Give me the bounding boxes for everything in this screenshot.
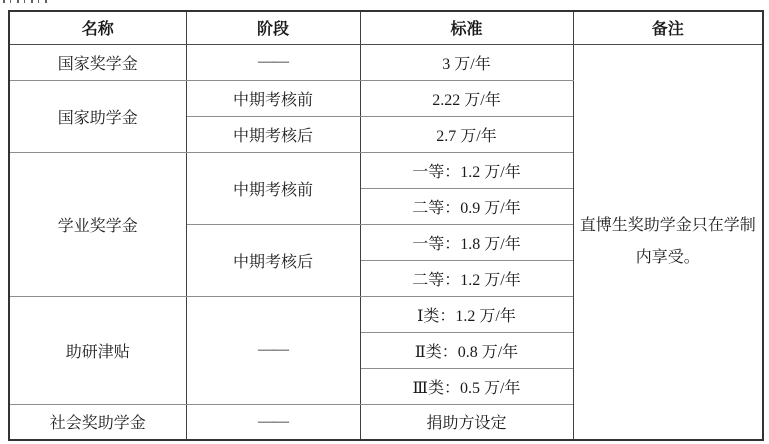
name-cell: 助研津贴 (9, 296, 186, 404)
standard-cell: 捐助方设定 (360, 404, 573, 440)
stage-cell: —— (186, 404, 360, 440)
table-row (9, 44, 763, 80)
clipped-text-fragment (3, 0, 47, 3)
remark-cell: 直博生奖助学金只在学制内享受。 (573, 44, 763, 440)
standard-cell: Ⅲ类：0.5 万/年 (360, 368, 573, 404)
col-header-standard: 标准 (360, 11, 573, 44)
standard-cell: 2.7 万/年 (360, 116, 573, 152)
col-header-remark: 备注 (573, 11, 763, 44)
name-cell: 社会奖助学金 (9, 404, 186, 440)
standard-cell: Ⅰ类：1.2 万/年 (360, 296, 573, 332)
header-row (9, 11, 763, 44)
stage-cell: —— (186, 296, 360, 404)
col-header-stage: 阶段 (186, 11, 360, 44)
standard-cell: 一等：1.2 万/年 (360, 152, 573, 188)
standard-cell: 二等：1.2 万/年 (360, 260, 573, 296)
stage-cell: —— (186, 44, 360, 80)
stage-cell: 中期考核前 (186, 152, 360, 224)
standard-cell: 二等：0.9 万/年 (360, 188, 573, 224)
standard-cell: 一等：1.8 万/年 (360, 224, 573, 260)
name-cell: 国家奖学金 (9, 44, 186, 80)
standard-cell: Ⅱ类：0.8 万/年 (360, 332, 573, 368)
col-header-name: 名称 (9, 11, 186, 44)
stage-cell: 中期考核前 (186, 80, 360, 116)
stage-cell: 中期考核后 (186, 224, 360, 296)
standard-cell: 2.22 万/年 (360, 80, 573, 116)
name-cell: 学业奖学金 (9, 152, 186, 296)
standard-cell: 3 万/年 (360, 44, 573, 80)
name-cell: 国家助学金 (9, 80, 186, 152)
stage-cell: 中期考核后 (186, 116, 360, 152)
scholarship-table (8, 10, 764, 441)
